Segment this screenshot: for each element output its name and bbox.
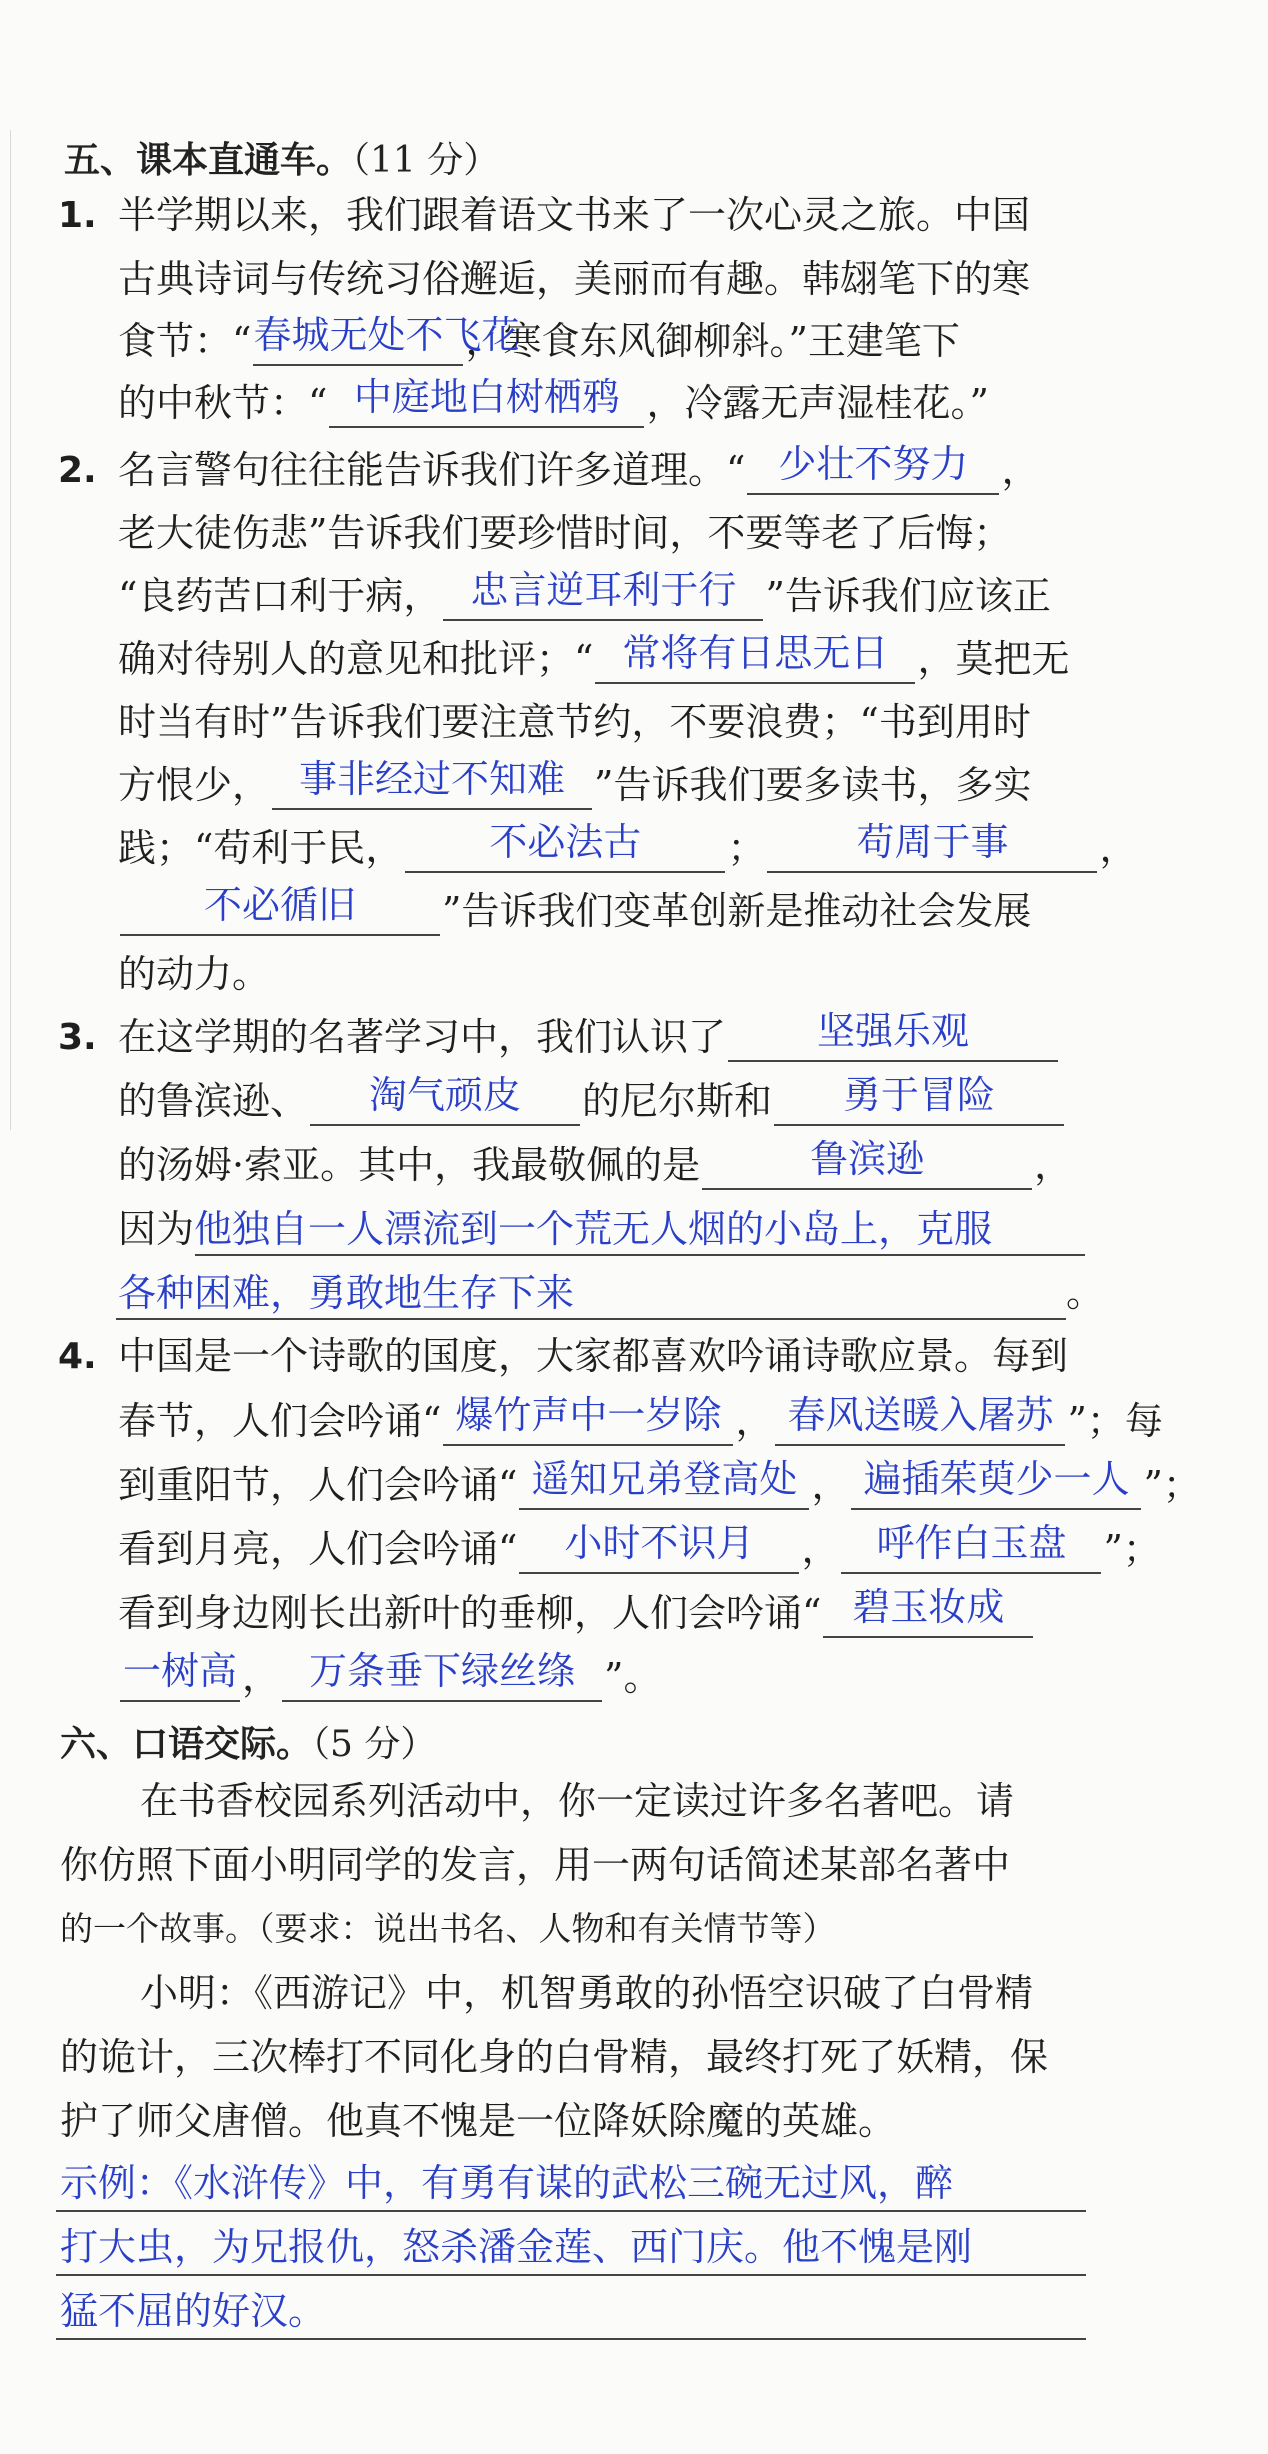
answer-text: 少壮不努力 xyxy=(778,442,969,486)
section-5-title: 五、课本直通车。（11 分） xyxy=(64,140,500,181)
q4-blank-4[interactable] xyxy=(851,1457,1141,1510)
margin-line xyxy=(10,130,11,1130)
answer-text: 小时不识月 xyxy=(564,1521,755,1565)
q1-line-3: 食节：“ 春城无处不飞花 ，寒食东风御柳斜。”王建笔下 xyxy=(118,316,960,366)
question-2-number: 2. xyxy=(58,450,97,491)
s6-ruled-line-1 xyxy=(56,2210,1086,2212)
question-1-number: 1. xyxy=(58,195,97,236)
answer-text: 碧玉妆成 xyxy=(852,1585,1005,1629)
answer-text: 常将有日思无日 xyxy=(622,631,889,675)
s6-answer-line-3: 猛不屈的好汉。 xyxy=(60,2289,327,2333)
q4-blank-6[interactable] xyxy=(841,1521,1101,1574)
answer-text: 苟周于事 xyxy=(856,820,1009,864)
answer-text: 春风送暖入屠苏 xyxy=(787,1393,1054,1437)
q2-line-4: 确对待别人的意见和批评；“ 常将有日思无日 ，莫把无 xyxy=(118,634,1069,684)
answer-text: 勇于冒险 xyxy=(843,1073,996,1117)
q3-answer-5-line-2: 各种困难，勇敢地生存下来 xyxy=(118,1271,575,1315)
q4-blank-5[interactable] xyxy=(519,1521,799,1574)
q4-line-6: 一树高 ， 万条垂下绿丝绦 ”。 xyxy=(118,1652,661,1702)
answer-text: 事非经过不知难 xyxy=(299,757,566,801)
answer-text: 中庭地白树栖鸦 xyxy=(353,375,620,419)
q2-line-8: 不必循旧 ”告诉我们变革创新是推动社会发展 xyxy=(118,886,1031,936)
q3-answer-line-2 xyxy=(116,1318,1066,1320)
q4-blank-1[interactable] xyxy=(443,1393,733,1446)
q2-line-1: 名言警句往往能告诉我们许多道理。“ 少壮不努力 ， xyxy=(118,445,1039,495)
answer-text: 爆竹声中一岁除 xyxy=(455,1393,722,1437)
s6-ruled-line-3 xyxy=(56,2338,1086,2340)
answer-text: 坚强乐观 xyxy=(817,1009,970,1053)
q4-line-2: 春节，人们会吟诵“ 爆竹声中一岁除 ， 春风送暖入屠苏 ”；每 xyxy=(118,1396,1163,1446)
q3-blank-2[interactable] xyxy=(310,1073,580,1126)
s6-answer-line-1: 示例：《水浒传》中，有勇有谋的武松三碗无过风，醉 xyxy=(60,2161,954,2205)
answer-text: 万条垂下绿丝绦 xyxy=(309,1649,576,1693)
q3-line-2: 的鲁滨逊、 淘气顽皮 的尼尔斯和 勇于冒险 xyxy=(118,1076,1066,1126)
answer-text: 不必法古 xyxy=(489,820,642,864)
q4-line-1: 中国是一个诗歌的国度，大家都喜欢吟诵诗歌应景。每到 xyxy=(118,1334,1069,1378)
q4-blank-8[interactable] xyxy=(282,1649,602,1702)
q4-blank-3[interactable] xyxy=(519,1457,809,1510)
answer-text: 遍插茱萸少一人 xyxy=(863,1457,1130,1501)
q3-answer-line-1 xyxy=(195,1254,1085,1256)
answer-text: 遥知兄弟登高处 xyxy=(531,1457,798,1501)
answer-text: 不必循旧 xyxy=(203,883,356,927)
q3-blank-4[interactable] xyxy=(702,1137,1032,1190)
q4-blank-2[interactable] xyxy=(775,1393,1065,1446)
answer-text: 春城无处不飞花 xyxy=(253,313,520,357)
q1-line-4: 的中秋节：“ 中庭地白树栖鸦 ，冷露无声湿桂花。” xyxy=(118,378,989,428)
q4-line-4: 看到月亮，人们会吟诵“ 小时不识月 ， 呼作白玉盘 ”； xyxy=(118,1524,1161,1574)
q1-line-1: 半学期以来，我们跟着语文书来了一次心灵之旅。中国 xyxy=(118,193,1031,237)
s6-para-line-3: 的一个故事。（要求：说出书名、人物和有关情节等） xyxy=(60,1909,836,1948)
question-3-number: 3. xyxy=(58,1017,97,1058)
q3-line-1: 在这学期的名著学习中，我们认识了 坚强乐观 xyxy=(118,1012,1060,1062)
q4-line-5: 看到身边刚长出新叶的垂柳，人们会吟诵“ 碧玉妆成 xyxy=(118,1588,1035,1638)
q1-blank-2[interactable] xyxy=(329,375,644,428)
q3-line-4: 因为他独自一人漂流到一个荒无人烟的小岛上，克服 xyxy=(118,1207,993,1251)
s6-para-line-2: 你仿照下面小明同学的发言，用一两句话简述某部名著中 xyxy=(60,1843,1011,1887)
q2-line-2: 老大徒伤悲”告诉我们要珍惜时间，不要等老了后悔； xyxy=(118,511,1012,555)
q3-line-5 xyxy=(118,1268,574,1318)
q2-blank-5[interactable] xyxy=(405,820,725,873)
q3-answer-5-line-1: 他独自一人漂流到一个荒无人烟的小岛上，克服 xyxy=(194,1207,993,1251)
q4-line-3: 到重阳节，人们会吟诵“ 遥知兄弟登高处 ， 遍插茱萸少一人 ”； xyxy=(118,1460,1201,1510)
q2-line-6: 方恨少， 事非经过不知难 ”告诉我们要多读书，多实 xyxy=(118,760,1031,810)
q2-line-7: 践；“苟利于民， 不必法古 ； 苟周于事 ， xyxy=(118,823,1137,873)
s6-example-line-1: 小明：《西游记》中，机智勇敢的孙悟空识破了白骨精 xyxy=(140,1971,1034,2015)
q3-blank-3[interactable] xyxy=(774,1073,1064,1126)
q4-blank-7-cont[interactable] xyxy=(120,1649,240,1702)
answer-text: 忠言逆耳利于行 xyxy=(470,568,737,612)
answer-text: 呼作白玉盘 xyxy=(876,1521,1067,1565)
q1-blank-1[interactable] xyxy=(253,313,520,366)
q2-blank-4[interactable] xyxy=(272,757,592,810)
q2-blank-7[interactable] xyxy=(120,883,440,936)
s6-ruled-line-2 xyxy=(56,2274,1086,2276)
q2-blank-6[interactable] xyxy=(767,820,1097,873)
s6-para-line-1: 在书香校园系列活动中，你一定读过许多名著吧。请 xyxy=(140,1779,1015,1823)
section-6-title: 六、口语交际。（5 分） xyxy=(60,1724,437,1765)
q4-blank-7[interactable] xyxy=(823,1585,1033,1638)
q2-line-9: 的动力。 xyxy=(118,952,271,996)
s6-answer-line-2: 打大虫，为兄报仇，怒杀潘金莲、西门庆。他不愧是刚 xyxy=(60,2225,973,2269)
answer-text: 淘气顽皮 xyxy=(369,1073,522,1117)
answer-text: 鲁滨逊 xyxy=(810,1137,925,1181)
s6-example-line-3: 护了师父唐僧。他真不愧是一位降妖除魔的英雄。 xyxy=(60,2099,897,2143)
q1-line-2: 古典诗词与传统习俗邂逅，美丽而有趣。韩翃笔下的寒 xyxy=(118,257,1031,301)
q3-blank-1[interactable] xyxy=(728,1009,1058,1062)
q2-blank-2[interactable] xyxy=(443,568,763,621)
q2-blank-1[interactable] xyxy=(747,442,999,495)
question-4-number: 4. xyxy=(58,1336,97,1377)
q2-line-3: “良药苦口利于病， 忠言逆耳利于行 ”告诉我们应该正 xyxy=(118,571,1051,621)
q2-line-5: 时当有时”告诉我们要注意节约，不要浪费；“书到用时 xyxy=(118,700,1031,744)
s6-example-line-2: 的诡计，三次棒打不同化身的白骨精，最终打死了妖精，保 xyxy=(60,2035,1049,2079)
q3-end-punct: 。 xyxy=(1066,1271,1105,1315)
answer-text: 一树高 xyxy=(122,1649,237,1693)
q3-line-3: 的汤姆·索亚。其中，我最敬佩的是 鲁滨逊 ， xyxy=(118,1140,1072,1190)
q2-blank-3[interactable] xyxy=(595,631,915,684)
